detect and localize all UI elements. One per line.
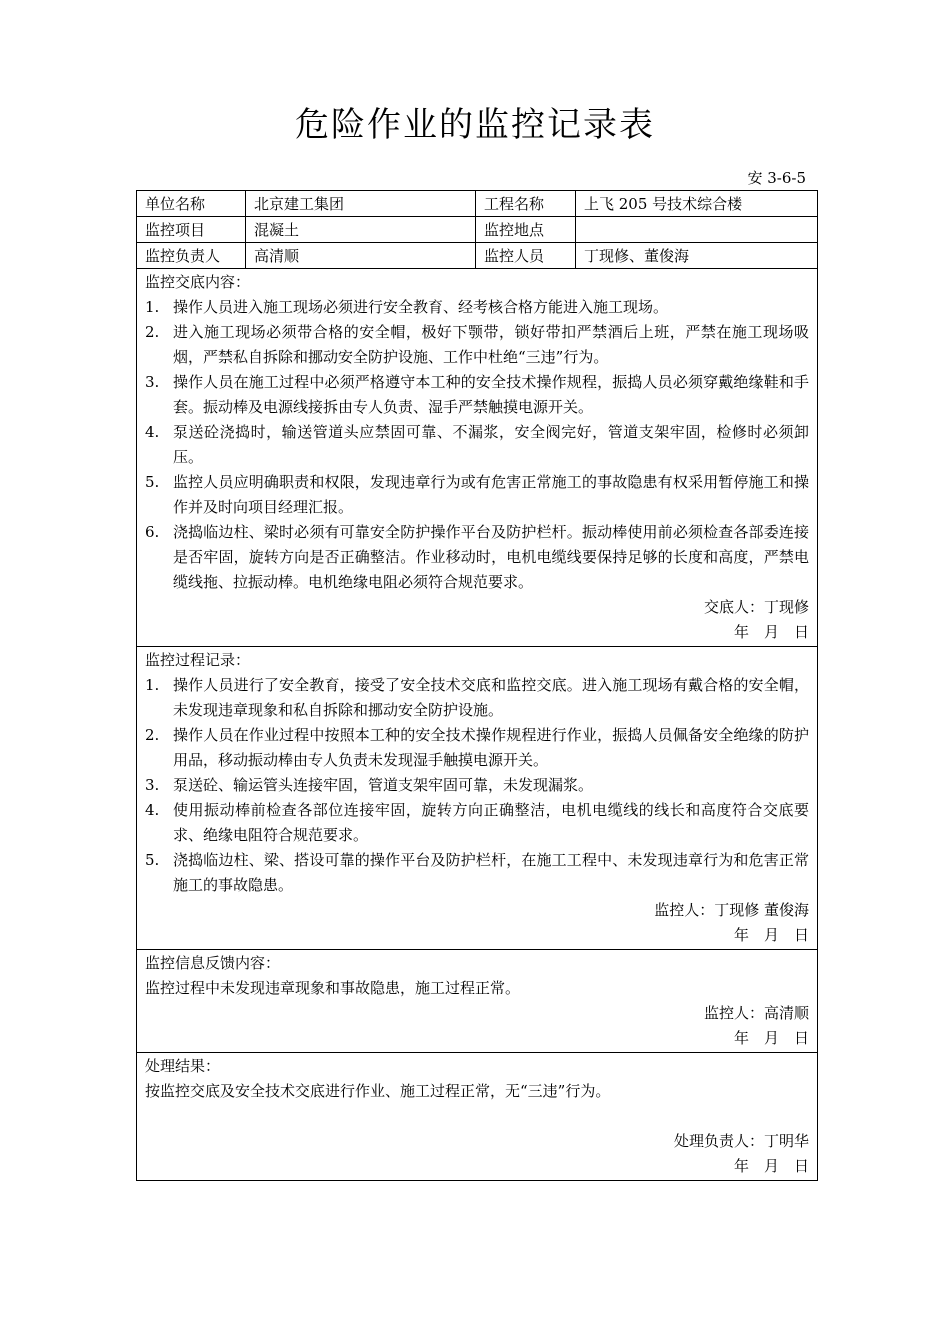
briefing-date: 年 月 日 (733, 623, 809, 641)
row-feedback (137, 950, 818, 1053)
row-item-location (137, 217, 818, 243)
process-date: 年 月 日 (733, 926, 809, 944)
process-heading: 监控过程记录： (145, 651, 251, 669)
form-code: 安 3-6-5 (747, 169, 806, 187)
leader-label: 监控负责人 (137, 243, 246, 269)
page-title: 危险作业的监控记录表 (295, 105, 655, 145)
process-section (137, 647, 818, 950)
unit-value: 北京建工集团 (246, 191, 476, 217)
feedback-text: 监控过程中未发现违章现象和事故隐患，施工过程正常。 (145, 979, 521, 997)
location-value (576, 217, 818, 243)
briefing-heading: 监控交底内容： (145, 273, 251, 291)
row-result (137, 1053, 818, 1181)
briefing-signer: 交底人：丁现修 (703, 598, 809, 616)
result-spacer (145, 1104, 809, 1129)
list-item: 4. 泵送砼浇捣时，输送管道头应禁固可靠、不漏浆，安全阀完好，管道支架牢固，检修时必须卸压。 (145, 423, 809, 466)
process-signer: 监控人：丁现修 董俊海 (654, 901, 809, 919)
list-item: 6. 浇捣临边柱、梁时必须有可靠安全防护操作平台及防护栏杆。振动棒使用前必须检查各部委连接是否牢固，旋转方向是否正确整洁。作业移动时，电机电缆线要保持足够的长度和高度，严禁电缆线拖、拉振动棒。电机绝缘电阻必须符合规范要求。 (145, 523, 809, 591)
leader-value: 高清顺 (246, 243, 476, 269)
list-item: 1. 操作人员进入施工现场必须进行安全教育、经考核合格方能进入施工现场。 (145, 298, 669, 316)
row-process (137, 647, 818, 950)
unit-label: 单位名称 (137, 191, 246, 217)
result-section (137, 1053, 818, 1181)
list-item: 3. 泵送砼、输运管头连接牢固，管道支架牢固可靠，未发现漏浆。 (145, 776, 594, 794)
list-item: 1. 操作人员进行了安全教育，接受了安全技术交底和监控交底。进入施工现场有戴合格的安全帽，未发现违章现象和私自拆除和挪动安全防护设施。 (145, 676, 809, 719)
feedback-signer: 监控人：高清顺 (703, 1004, 809, 1022)
row-briefing (137, 269, 818, 647)
feedback-date: 年 月 日 (733, 1029, 809, 1047)
result-date: 年 月 日 (733, 1157, 809, 1175)
item-label: 监控项目 (137, 217, 246, 243)
briefing-list (145, 295, 809, 595)
monitoring-record-table (136, 190, 818, 1181)
result-signer: 处理负责人：丁明华 (673, 1132, 809, 1150)
result-heading: 处理结果： (145, 1057, 221, 1075)
list-item: 2. 操作人员在作业过程中按照本工种的安全技术操作规程进行作业，振捣人员佩备安全绝缘的防护用品，移动振动棒由专人负责未发现湿手触摸电源开关。 (145, 726, 809, 769)
briefing-section (137, 269, 818, 647)
list-item: 2. 进入施工现场必须带合格的安全帽，极好下颚带，锁好带扣严禁酒后上班，严禁在施工现场吸烟，严禁私自拆除和挪动安全防护设施、工作中杜绝“三违”行为。 (145, 323, 809, 366)
feedback-section (137, 950, 818, 1053)
staff-label: 监控人员 (476, 243, 576, 269)
row-unit-project (137, 191, 818, 217)
process-list (145, 673, 809, 898)
project-value: 上飞 205 号技术综合楼 (576, 191, 818, 217)
feedback-heading: 监控信息反馈内容： (145, 954, 281, 972)
location-label: 监控地点 (476, 217, 576, 243)
item-value: 混凝土 (246, 217, 476, 243)
row-leader-staff (137, 243, 818, 269)
list-item: 5. 监控人员应明确职责和权限，发现违章行为或有危害正常施工的事故隐患有权采用暂停施工和操作并及时向项目经理汇报。 (145, 473, 809, 516)
list-item: 4. 使用振动棒前检查各部位连接牢固，旋转方向正确整洁，电机电缆线的线长和高度符合交底要求、绝缘电阻符合规范要求。 (145, 801, 809, 844)
project-label: 工程名称 (476, 191, 576, 217)
list-item: 3. 操作人员在施工过程中必须严格遵守本工种的安全技术操作规程，振捣人员必须穿戴绝缘鞋和手套。振动棒及电源线接拆由专人负责、湿手严禁触摸电源开关。 (145, 373, 809, 416)
result-text: 按监控交底及安全技术交底进行作业、施工过程正常，无“三违”行为。 (145, 1082, 611, 1100)
list-item: 5. 浇捣临边柱、梁、搭设可靠的操作平台及防护栏杆，在施工工程中、未发现违章行为和危害正常施工的事故隐患。 (145, 851, 809, 894)
staff-value: 丁现修、董俊海 (576, 243, 818, 269)
